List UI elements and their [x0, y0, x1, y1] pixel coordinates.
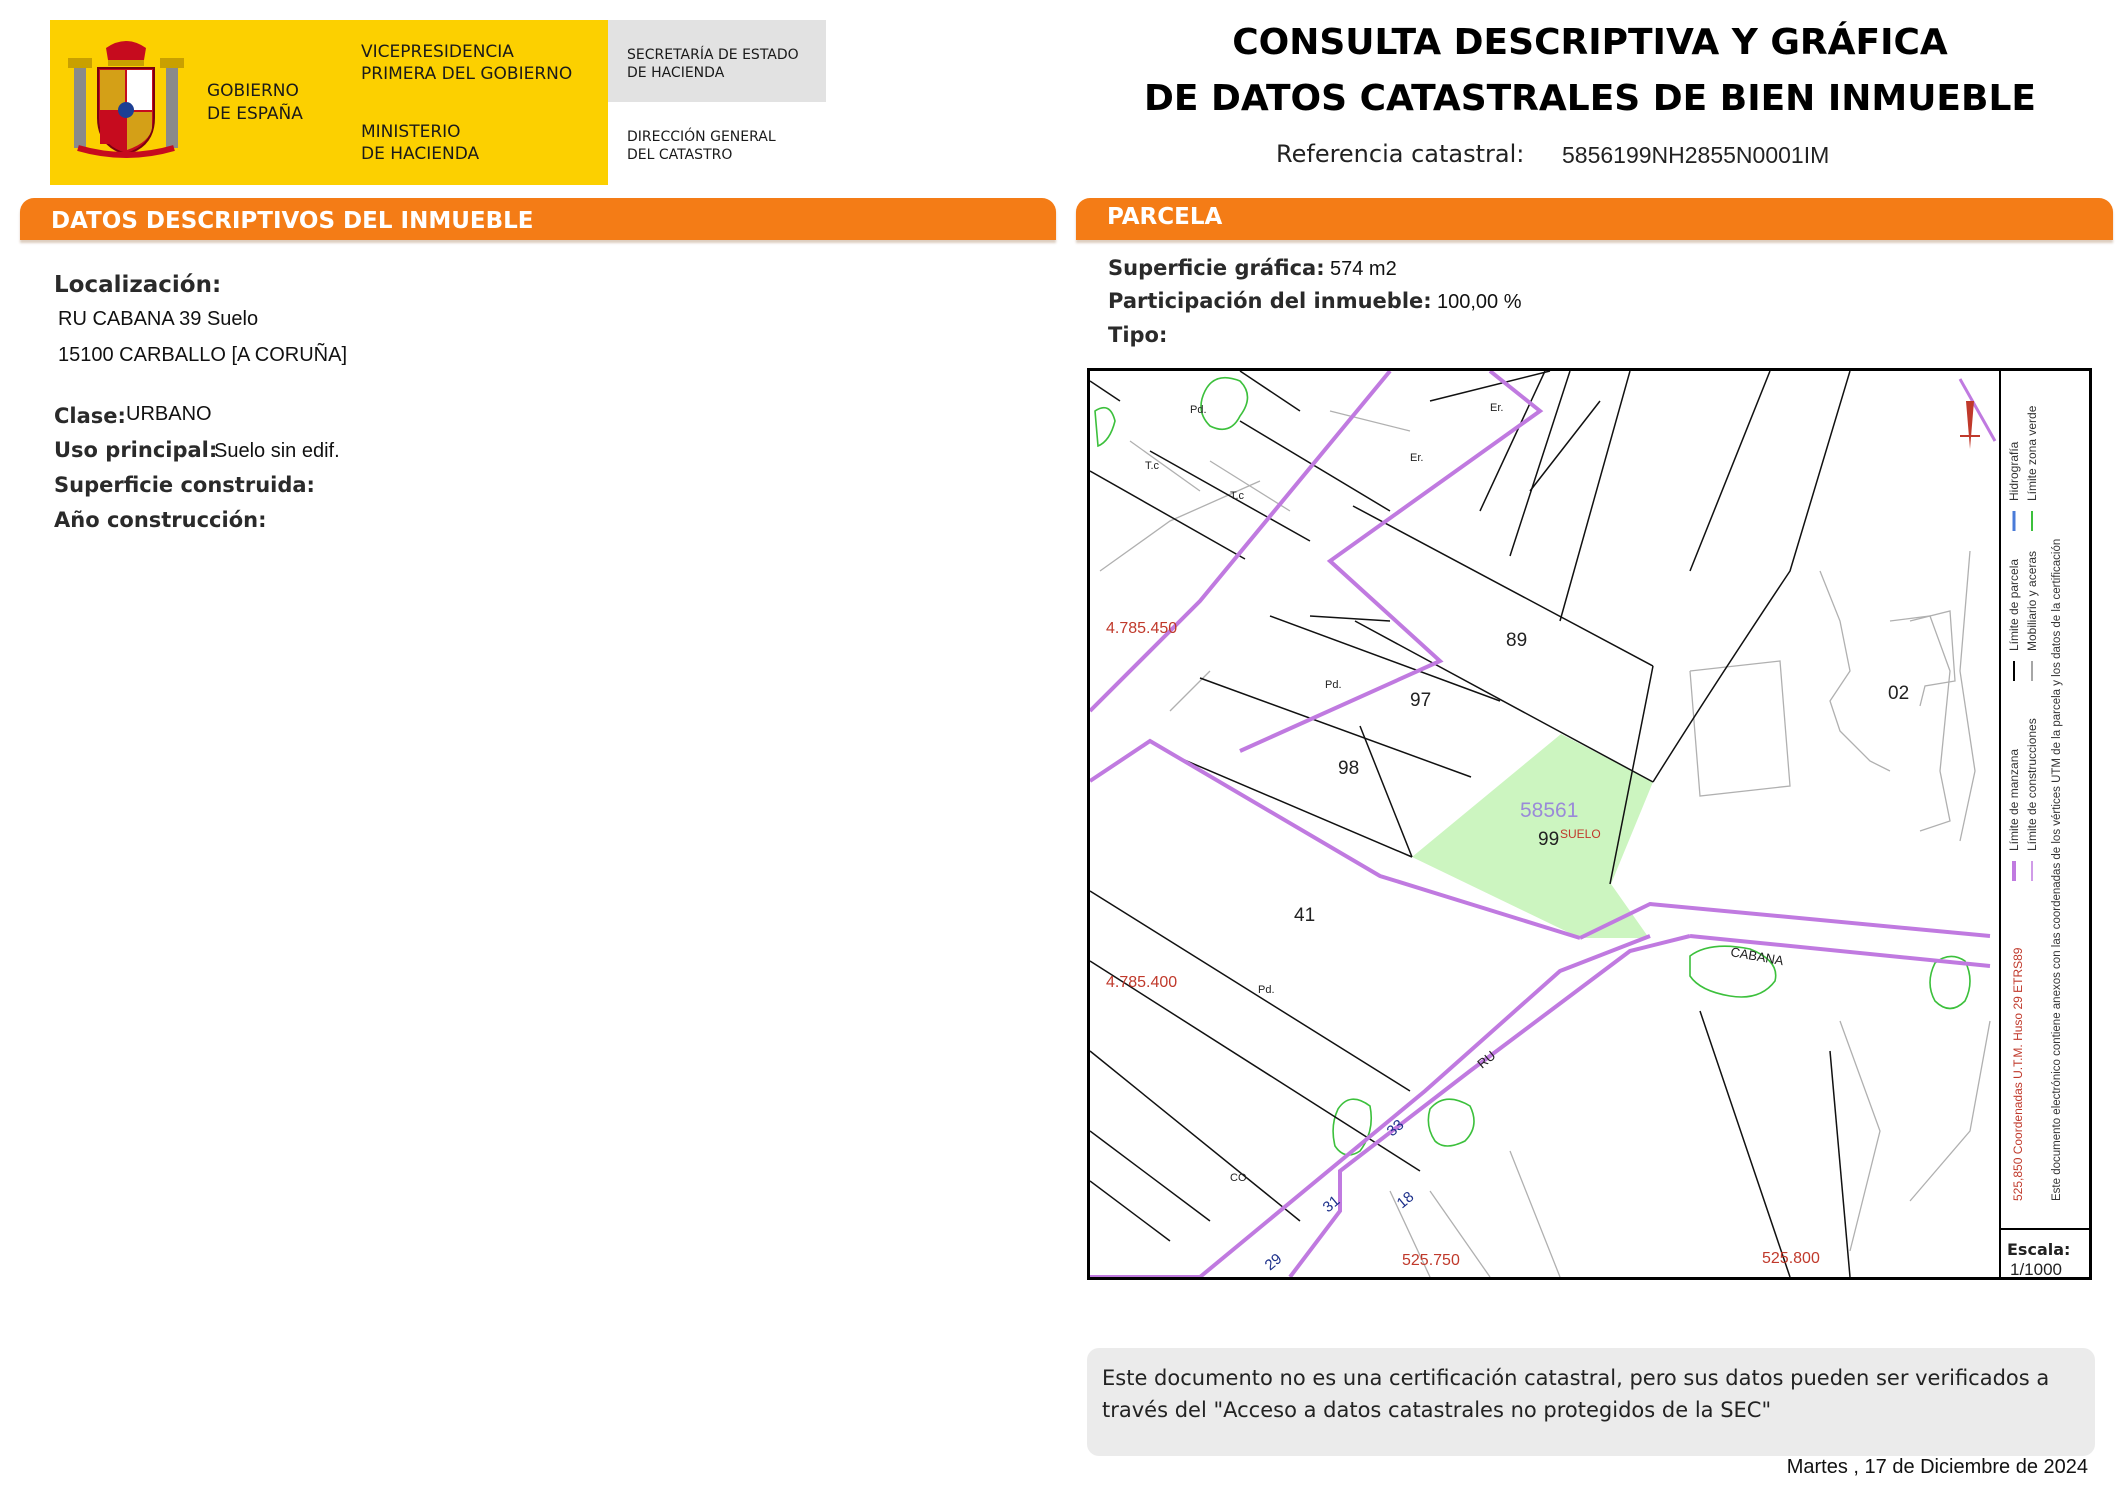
logo-gov-line2: DE ESPAÑA [207, 104, 303, 124]
legend-texts [2007, 405, 2063, 1201]
parcel-number-99: 99 [1538, 829, 1560, 850]
north-arrow-icon [1960, 379, 1995, 449]
parcel-number-98: 98 [1338, 758, 1360, 779]
graphic-area-label: Superficie gráfica: [1108, 256, 1325, 280]
cadastral-map-drawing [1090, 371, 2089, 1277]
property-share-label: Participación del inmueble: [1108, 289, 1432, 313]
legend-coordinate-system: 525,850 Coordenadas U.T.M. Huso 29 ETRS89 [2011, 947, 2025, 1201]
class-value: URBANO [126, 403, 212, 425]
main-use-label: Uso principal: [54, 438, 218, 462]
legend-green-zone: Límite zona verde [2025, 405, 2039, 501]
legend-annex-note: Este documento electrónico contiene anexos con las coordenadas de los vértices UTM de la parcela y los datos de la certificación [2051, 538, 2063, 1201]
logo-directorate-line1: DIRECCIÓN GENERAL [627, 129, 776, 145]
built-area-label: Superficie construida: [54, 473, 315, 497]
legend-furniture-sidewalks: Mobiliario y aceras [2025, 550, 2039, 651]
class-label: Clase: [54, 404, 126, 428]
street-name-ru: RU [1474, 1047, 1499, 1072]
coord-y-4785400: 4.785.400 [1106, 974, 1178, 991]
house-number-18: 18 [1393, 1188, 1418, 1213]
cadastral-reference-label: Referencia catastral: [1276, 140, 1525, 168]
parcel-number-41: 41 [1294, 905, 1316, 926]
location-label: Localización: [54, 272, 222, 298]
verification-notice [1102, 1362, 2082, 1426]
coord-y-4785450: 4.785.450 [1106, 620, 1178, 637]
legend-block-limit: Límite de manzana [2007, 748, 2021, 851]
logo-secretary-line1: SECRETARÍA DE ESTADO [627, 47, 799, 63]
document-date: Martes , 17 de Diciembre de 2024 [1786, 1456, 2088, 1478]
page-title-line1: CONSULTA DESCRIPTIVA Y GRÁFICA [1232, 22, 1948, 63]
type-label: Tipo: [1108, 323, 1168, 347]
parcel-section-title: PARCELA [1107, 204, 1223, 230]
logo-gov-line1: GOBIERNO [207, 81, 299, 101]
address-line2: 15100 CARBALLO [A CORUÑA] [58, 344, 348, 366]
legend-parcel-limit: Límite de parcela [2007, 558, 2021, 651]
logo-ministry-line1: MINISTERIO [361, 122, 461, 142]
map-label-tc-2: T.c [1230, 490, 1245, 502]
legend-construction-limit: Límite de construcciones [2025, 718, 2039, 851]
highlighted-parcel-area [1412, 734, 1653, 938]
coord-x-525750: 525.750 [1402, 1252, 1460, 1269]
address-line1: RU CABANA 39 Suelo [58, 308, 259, 330]
logo-ministry-line2: DE HACIENDA [361, 144, 480, 164]
main-use-value: Suelo sin edif. [214, 440, 340, 462]
graphic-area-value: 574 m2 [1330, 258, 1397, 280]
coordinate-labels [1106, 620, 1820, 1269]
map-label-co: CO [1230, 1172, 1247, 1184]
construction-year-label: Año construcción: [54, 508, 267, 532]
house-number-29: 29 [1261, 1250, 1286, 1275]
parcel-number-97: 97 [1410, 690, 1432, 711]
logo-secretary-line2: DE HACIENDA [627, 65, 725, 81]
notice-line2: través del "Acceso a datos catastrales no protegidos de la SEC" [1102, 1398, 1772, 1422]
legend-hydrography: Hidrografía [2007, 441, 2021, 501]
map-label-tc-1: T.c [1145, 460, 1160, 472]
parcel-number-89: 89 [1506, 630, 1528, 651]
parcel-section-header [1076, 198, 2113, 240]
scale-value: 1/1000 [2010, 1260, 2062, 1277]
notice-line1: Este documento no es una certificación catastral, pero sus datos pueden ser verificados a [1102, 1366, 2050, 1390]
page-title-line2: DE DATOS CATASTRALES DE BIEN INMUEBLE [1144, 78, 2036, 119]
map-label-er-2: Er. [1410, 452, 1424, 464]
logo-vice-line1: VICEPRESIDENCIA [361, 42, 514, 62]
property-share-value: 100,00 % [1437, 291, 1522, 313]
scale-label: Escala: [2007, 1240, 2071, 1259]
street-name-cabana: CABANA [1729, 944, 1785, 969]
house-number-33: 33 [1383, 1116, 1408, 1141]
coord-x-525800: 525.800 [1762, 1250, 1820, 1267]
block-id-label: 58561 [1520, 799, 1579, 822]
map-label-pd-2: Pd. [1325, 679, 1342, 691]
parcel-tag-label: SUELO [1560, 827, 1601, 841]
map-label-pd-1: Pd. [1190, 404, 1207, 416]
map-label-er-1: Er. [1490, 402, 1504, 414]
logo-vice-line2: PRIMERA DEL GOBIERNO [361, 64, 573, 84]
logo-directorate-line2: DEL CATASTRO [627, 147, 733, 163]
parcel-number-02: 02 [1888, 683, 1910, 704]
house-number-31: 31 [1319, 1192, 1344, 1217]
cadastral-map[interactable] [1087, 368, 2092, 1280]
cadastral-reference-value: 5856199NH2855N0001IM [1562, 142, 1830, 168]
descriptive-section-title: DATOS DESCRIPTIVOS DEL INMUEBLE [51, 208, 534, 234]
coat-of-arms-icon [66, 38, 186, 163]
map-label-pd-3: Pd. [1258, 984, 1275, 996]
